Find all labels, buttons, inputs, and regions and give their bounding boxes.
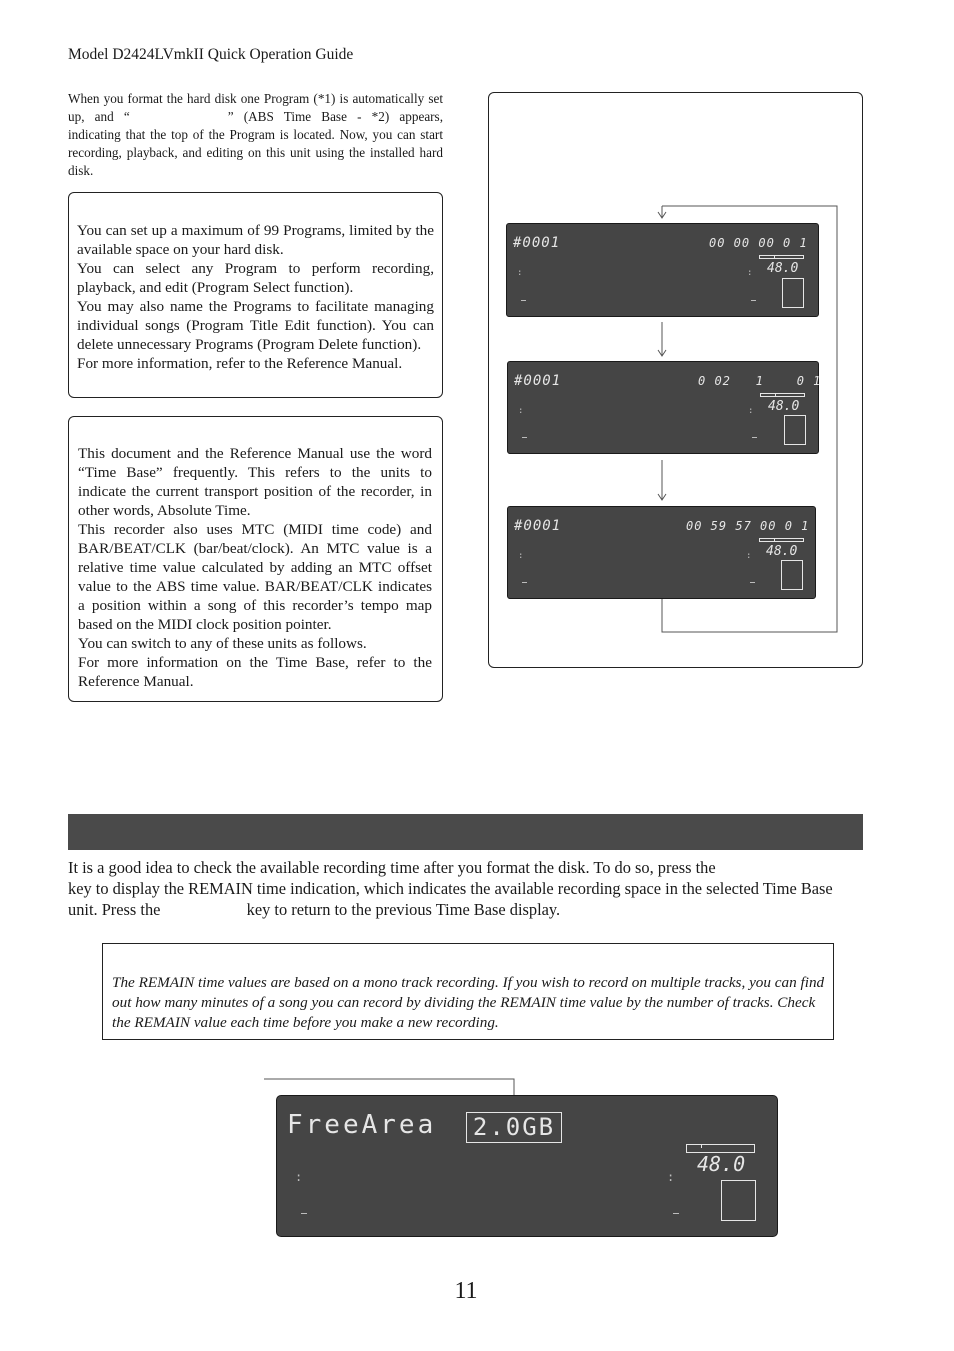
page-number: 11	[454, 1278, 478, 1304]
lcd-freearea-label: FreeArea	[287, 1110, 437, 1140]
page-header: Model D2424LVmkII Quick Operation Guide	[68, 46, 354, 63]
box2-line: This recorder also uses MTC (MIDI time code) and BAR/BEAT/CLK (bar/beat/clock). An MTC value is a relative time value calculated by adding an MTC offset value to the ABS time value. BAR/BEAT/CLK indicates a position within a song of this recorder’s tempo map based on the MIDI clock position pointer.	[78, 521, 432, 633]
lcd-time-value: 0 02 1 0 1	[698, 374, 822, 388]
remain-paragraph	[68, 857, 863, 920]
box1-line: You may also name the Programs to facilitate managing individual songs (Program Title Edit function). You can delete unnecessary Programs (Program Delete function).	[77, 298, 434, 353]
lcd-tick	[751, 300, 756, 301]
lcd-meter-bar	[759, 538, 804, 542]
intro-text-part2: ” (ABS Time Base - *2) appears, indicating that the top of the Program is located. Now, you can start recording, playback, and editing on this unit using the installed hard disk.	[68, 109, 443, 178]
lcd-dot: :	[747, 268, 753, 278]
lcd-dot: :	[746, 551, 752, 561]
lcd-rate: 48.0	[767, 261, 799, 276]
lcd-tick	[673, 1213, 679, 1214]
remain-text-line1: It is a good idea to check the available recording time after you format the disk. To do so, press the	[68, 858, 716, 877]
lcd-tick	[521, 300, 526, 301]
lcd-tick	[750, 582, 755, 583]
lcd-tick	[522, 582, 527, 583]
box1-line: You can set up a maximum of 99 Programs, limited by the available space on your hard disk.	[77, 222, 434, 258]
lcd-tick	[301, 1213, 307, 1214]
remain-text-part3: key to return to the previous Time Base display.	[246, 900, 561, 919]
lcd-freearea-value: 2.0GB	[466, 1112, 562, 1143]
lcd-tick	[752, 437, 757, 438]
lcd-rate: 48.0	[766, 544, 798, 559]
lcd-dot: :	[748, 406, 754, 416]
lcd-level-box	[784, 415, 806, 445]
lcd-program: #0001	[513, 235, 561, 251]
lcd-meter-bar	[760, 393, 805, 397]
remain-note-box	[102, 943, 834, 1040]
lcd-level-box	[782, 278, 804, 308]
intro-text-part1: When you format the hard disk one Program (*1) is automatically set up, and “	[68, 91, 443, 124]
remain-note-text: The REMAIN time values are based on a mono track recording. If you wish to record on multiple tracks, you can find out how many minutes of a song you can record by dividing the REMAIN time value by the number of tracks. Check the REMAIN value each time before you make a new recording.	[112, 974, 825, 1031]
lcd-rate: 48.0	[697, 1152, 746, 1176]
lcd-tick	[522, 437, 527, 438]
box2-line: You can switch to any of these units as follows.	[78, 635, 367, 652]
lcd-display-mtc	[507, 361, 822, 454]
lcd-dot: :	[517, 268, 523, 278]
remain-text-part2: key to display the REMAIN time indication, which indicates the available recording space in the selected Time Base unit. Press the	[68, 879, 833, 919]
lcd-level-box	[781, 560, 803, 590]
box2-line: This document and the Reference Manual use the word “Time Base” frequently. This refers to the units to indicate the current transport position of the recorder, in other words, Absolute Time.	[78, 445, 432, 519]
lcd-display-bar-beat	[507, 506, 816, 599]
lcd-rate: 48.0	[768, 399, 800, 414]
section-heading-bar	[68, 814, 863, 850]
lcd-program: #0001	[514, 373, 562, 389]
box1-line: You can select any Program to perform recording, playback, and edit (Program Select function).	[77, 260, 434, 296]
lcd-dot: :	[295, 1170, 303, 1184]
box2-line: For more information on the Time Base, refer to the Reference Manual.	[78, 654, 432, 690]
lcd-time-value: 00 59 57 00 0 1	[686, 519, 810, 533]
lcd-program: #0001	[514, 518, 562, 534]
lcd-freearea-display	[276, 1095, 778, 1237]
lcd-meter-bar	[759, 255, 804, 259]
lcd-dot: :	[667, 1170, 675, 1184]
lcd-display-abs	[506, 223, 819, 317]
lcd-dot: :	[518, 406, 524, 416]
lcd-time-value: 00 00 00 0 1	[709, 236, 808, 250]
lcd-level-box	[721, 1180, 756, 1221]
box1-line: For more information, refer to the Reference Manual.	[77, 355, 403, 372]
lcd-dot: :	[518, 551, 524, 561]
